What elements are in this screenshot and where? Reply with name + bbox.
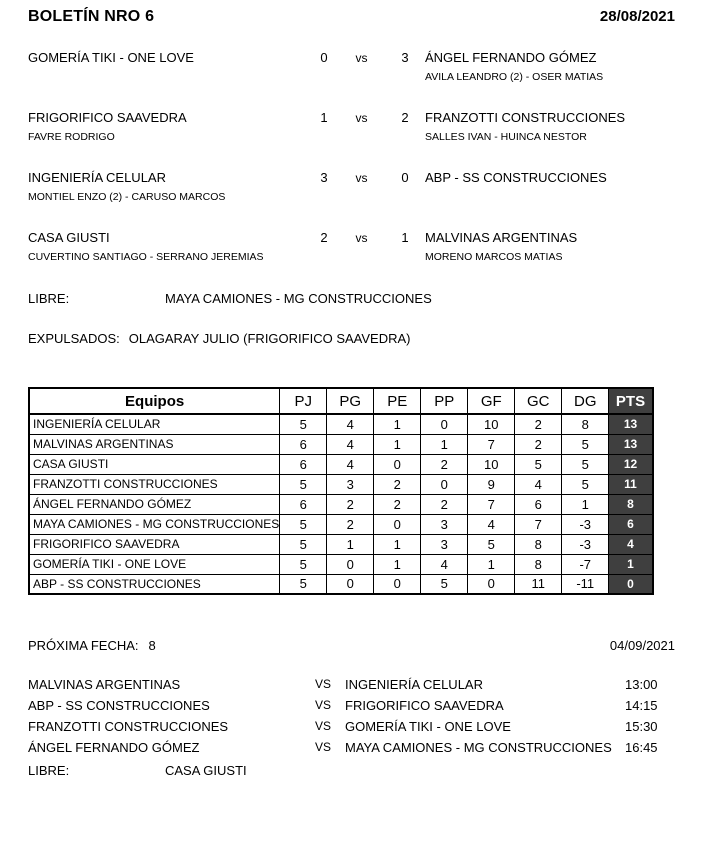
home-scorers: CUVERTINO SANTIAGO - SERRANO JEREMIAS [28, 251, 264, 263]
pts-cell: 4 [609, 534, 653, 554]
gf-cell: 5 [468, 534, 515, 554]
pp-cell: 0 [421, 414, 468, 434]
fixtures-section [28, 677, 675, 761]
pts-cell: 1 [609, 554, 653, 574]
pj-cell: 6 [280, 454, 327, 474]
vs-label: vs [355, 171, 368, 185]
away-team: ABP - SS CONSTRUCCIONES [425, 170, 607, 185]
gf-cell: 7 [468, 434, 515, 454]
pe-cell: 2 [374, 494, 421, 514]
pg-cell: 2 [327, 494, 374, 514]
results-section [28, 49, 675, 289]
pp-cell: 4 [421, 554, 468, 574]
dg-cell: 1 [562, 494, 609, 514]
bulletin-date: 28/08/2021 [599, 8, 675, 25]
bulletin-title: BOLETÍN NRO 6 [28, 8, 155, 25]
dg-cell: -3 [562, 534, 609, 554]
home-score: 0 [320, 50, 328, 65]
pe-cell: 2 [374, 474, 421, 494]
pp-cell: 5 [421, 574, 468, 594]
fixtures-libre-label: LIBRE: [28, 763, 70, 778]
away-scorers: MORENO MARCOS MATIAS [425, 251, 563, 263]
standings-row [29, 574, 653, 594]
pts-cell: 8 [609, 494, 653, 514]
team-cell: ABP - SS CONSTRUCCIONES [29, 574, 280, 594]
fixture-vs-label: VS [315, 740, 332, 754]
pj-cell: 5 [280, 574, 327, 594]
pe-cell: 0 [374, 514, 421, 534]
home-team: FRIGORIFICO SAAVEDRA [28, 110, 187, 125]
fixture-row [28, 698, 675, 719]
gf-cell: 0 [468, 574, 515, 594]
expulsados-value: OLAGARAY JULIO (FRIGORIFICO SAAVEDRA) [128, 331, 411, 346]
pe-cell: 1 [374, 414, 421, 434]
home-scorers [28, 70, 310, 85]
header-pg: PG [327, 388, 374, 414]
home-team: CASA GIUSTI [28, 230, 110, 245]
doc-header [28, 8, 675, 26]
next-round-date: 04/09/2021 [609, 638, 675, 653]
vs-label: vs [355, 51, 368, 65]
gf-cell: 10 [468, 454, 515, 474]
pp-cell: 2 [421, 494, 468, 514]
gc-cell: 8 [515, 554, 562, 574]
away-scorers: SALLES IVAN - HUINCA NESTOR [425, 131, 587, 143]
match-result-row [28, 229, 675, 289]
team-cell: CASA GIUSTI [29, 454, 280, 474]
header-equipos: Equipos [29, 388, 280, 414]
pts-cell: 13 [609, 434, 653, 454]
fixture-time: 14:15 [625, 698, 658, 713]
header-pts: PTS [609, 388, 653, 414]
away-team: ÁNGEL FERNANDO GÓMEZ [425, 50, 597, 65]
gc-cell: 2 [515, 414, 562, 434]
team-cell: INGENIERÍA CELULAR [29, 414, 280, 434]
away-team: MALVINAS ARGENTINAS [425, 230, 578, 245]
pj-cell: 6 [280, 434, 327, 454]
away-score: 3 [401, 50, 409, 65]
standings-row [29, 494, 653, 514]
team-cell: FRANZOTTI CONSTRUCCIONES [29, 474, 280, 494]
gc-cell: 6 [515, 494, 562, 514]
home-scorers: MONTIEL ENZO (2) - CARUSO MARCOS [28, 191, 226, 203]
home-score: 3 [320, 170, 328, 185]
expulsados-label: EXPULSADOS: [28, 331, 120, 346]
pp-cell: 2 [421, 454, 468, 474]
dg-cell: 5 [562, 434, 609, 454]
team-cell: MALVINAS ARGENTINAS [29, 434, 280, 454]
gc-cell: 5 [515, 454, 562, 474]
home-scorers: FAVRE RODRIGO [28, 131, 115, 143]
dg-cell: 8 [562, 414, 609, 434]
standings-header-row [29, 388, 653, 414]
match-result-row [28, 49, 675, 109]
home-score: 2 [320, 230, 328, 245]
dg-cell: -7 [562, 554, 609, 574]
gc-cell: 4 [515, 474, 562, 494]
gf-cell: 1 [468, 554, 515, 574]
standings-row [29, 534, 653, 554]
pts-cell: 6 [609, 514, 653, 534]
fixture-row [28, 719, 675, 740]
dg-cell: 5 [562, 454, 609, 474]
dg-cell: 5 [562, 474, 609, 494]
standings-body [29, 414, 653, 594]
header-pp: PP [421, 388, 468, 414]
next-round-label: PRÓXIMA FECHA: [28, 638, 139, 653]
pg-cell: 0 [327, 554, 374, 574]
pj-cell: 5 [280, 554, 327, 574]
pg-cell: 3 [327, 474, 374, 494]
pp-cell: 1 [421, 434, 468, 454]
dg-cell: -11 [562, 574, 609, 594]
pj-cell: 5 [280, 534, 327, 554]
standings-table [28, 387, 654, 595]
pg-cell: 4 [327, 454, 374, 474]
team-cell: FRIGORIFICO SAAVEDRA [29, 534, 280, 554]
standings-row [29, 434, 653, 454]
pj-cell: 5 [280, 514, 327, 534]
fixtures-libre-row [28, 763, 675, 781]
fixture-home-team: ÁNGEL FERNANDO GÓMEZ [28, 740, 200, 755]
standings-row [29, 474, 653, 494]
fixture-vs-label: VS [315, 677, 332, 691]
header-gc: GC [515, 388, 562, 414]
home-score: 1 [320, 110, 328, 125]
pp-cell: 3 [421, 514, 468, 534]
match-result-row [28, 169, 675, 229]
libre-label: LIBRE: [28, 291, 70, 306]
fixture-away-team: FRIGORIFICO SAAVEDRA [345, 698, 504, 713]
fixture-row [28, 740, 675, 761]
away-scorers [425, 190, 675, 205]
standings-header [29, 388, 653, 414]
gf-cell: 10 [468, 414, 515, 434]
gc-cell: 11 [515, 574, 562, 594]
fixture-time: 13:00 [625, 677, 658, 692]
pg-cell: 1 [327, 534, 374, 554]
pe-cell: 1 [374, 554, 421, 574]
standings-row [29, 454, 653, 474]
vs-label: vs [355, 111, 368, 125]
pj-cell: 5 [280, 414, 327, 434]
fixture-away-team: INGENIERÍA CELULAR [345, 677, 483, 692]
gf-cell: 4 [468, 514, 515, 534]
fixture-row [28, 677, 675, 698]
away-team: FRANZOTTI CONSTRUCCIONES [425, 110, 626, 125]
header-gf: GF [468, 388, 515, 414]
gf-cell: 7 [468, 494, 515, 514]
standings-row [29, 414, 653, 434]
home-team: INGENIERÍA CELULAR [28, 170, 166, 185]
pe-cell: 0 [374, 454, 421, 474]
fixture-time: 15:30 [625, 719, 658, 734]
gc-cell: 8 [515, 534, 562, 554]
team-cell: GOMERÍA TIKI - ONE LOVE [29, 554, 280, 574]
standings-row [29, 514, 653, 534]
libre-team: MAYA CAMIONES - MG CONSTRUCCIONES [165, 291, 432, 306]
next-round-left [28, 638, 156, 656]
next-round-number: 8 [148, 638, 156, 653]
vs-label: vs [355, 231, 368, 245]
gc-cell: 2 [515, 434, 562, 454]
away-score: 1 [401, 230, 409, 245]
pts-cell: 11 [609, 474, 653, 494]
fixtures-libre-team: CASA GIUSTI [165, 763, 247, 778]
fixture-time: 16:45 [625, 740, 658, 755]
header-dg: DG [562, 388, 609, 414]
team-cell: ÁNGEL FERNANDO GÓMEZ [29, 494, 280, 514]
fixture-away-team: MAYA CAMIONES - MG CONSTRUCCIONES [345, 740, 612, 755]
header-pe: PE [374, 388, 421, 414]
pj-cell: 6 [280, 494, 327, 514]
header-pj: PJ [280, 388, 327, 414]
away-score: 0 [401, 170, 409, 185]
pg-cell: 2 [327, 514, 374, 534]
pts-cell: 12 [609, 454, 653, 474]
gc-cell: 7 [515, 514, 562, 534]
pts-cell: 13 [609, 414, 653, 434]
pts-cell: 0 [609, 574, 653, 594]
fixture-away-team: GOMERÍA TIKI - ONE LOVE [345, 719, 511, 734]
fixture-home-team: MALVINAS ARGENTINAS [28, 677, 181, 692]
standings-row [29, 554, 653, 574]
away-score: 2 [401, 110, 409, 125]
fixture-vs-label: VS [315, 698, 332, 712]
pe-cell: 0 [374, 574, 421, 594]
expulsados-row [28, 331, 675, 349]
fixture-home-team: ABP - SS CONSTRUCCIONES [28, 698, 210, 713]
pg-cell: 4 [327, 434, 374, 454]
away-scorers: AVILA LEANDRO (2) - OSER MATIAS [425, 71, 604, 83]
home-team: GOMERÍA TIKI - ONE LOVE [28, 50, 194, 65]
libre-row [28, 291, 675, 309]
pj-cell: 5 [280, 474, 327, 494]
team-cell: MAYA CAMIONES - MG CONSTRUCCIONES [29, 514, 280, 534]
pe-cell: 1 [374, 434, 421, 454]
gf-cell: 9 [468, 474, 515, 494]
pp-cell: 3 [421, 534, 468, 554]
match-result-row [28, 109, 675, 169]
dg-cell: -3 [562, 514, 609, 534]
pg-cell: 0 [327, 574, 374, 594]
pp-cell: 0 [421, 474, 468, 494]
next-round-header [28, 638, 675, 656]
pe-cell: 1 [374, 534, 421, 554]
fixture-home-team: FRANZOTTI CONSTRUCCIONES [28, 719, 229, 734]
pg-cell: 4 [327, 414, 374, 434]
fixture-vs-label: VS [315, 719, 332, 733]
